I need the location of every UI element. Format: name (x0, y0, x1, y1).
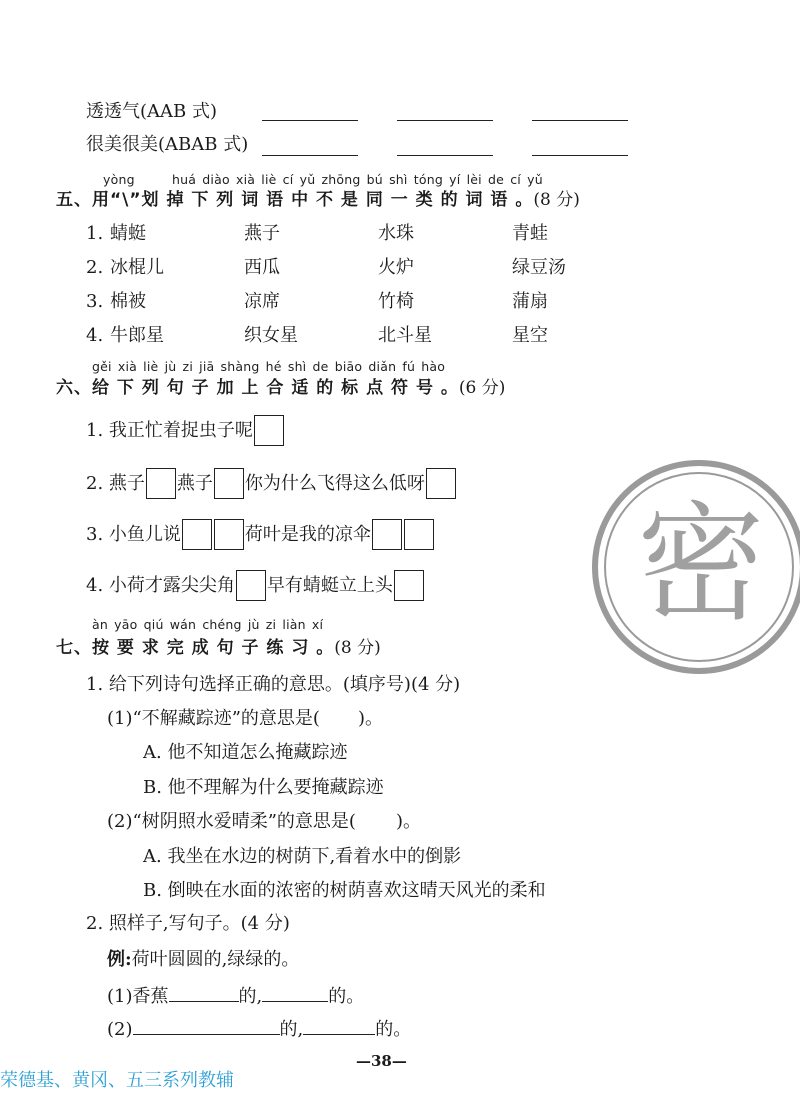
line-text: 的。 (328, 986, 365, 1007)
answer-blank[interactable] (262, 120, 358, 121)
option-a: A. 他不知道怎么掩藏踪迹 (143, 742, 348, 763)
sentence-text: 荷叶是我的凉伞 (244, 524, 371, 545)
section-number: 五、 (56, 190, 92, 210)
section-points: (8 分) (334, 638, 381, 658)
stem-text: )。 (357, 708, 383, 729)
punctuation-box[interactable] (404, 519, 434, 550)
section6-heading (56, 377, 505, 399)
fill-blank[interactable] (133, 1016, 280, 1035)
sentence-text: 小荷才露尖尖角 (108, 575, 235, 596)
punctuation-box[interactable] (214, 519, 244, 550)
fill-sentence-1 (107, 983, 364, 1008)
example-text: 荷叶圆圆的,绿绿的。 (131, 949, 300, 970)
row-number: 2. (86, 257, 104, 278)
fill-blank[interactable] (169, 983, 239, 1002)
question-1: 1. 给下列诗句选择正确的意思。(填序号)(4 分) (86, 674, 461, 695)
fill-blank[interactable] (303, 1016, 375, 1035)
item-number: 3. (86, 524, 104, 545)
sentence-text: 小鱼儿说 (108, 524, 181, 545)
word-option[interactable]: 西瓜 (244, 257, 280, 278)
section-points: (8 分) (533, 190, 580, 210)
punctuation-box[interactable] (146, 468, 176, 499)
question-1-2-stem (107, 811, 421, 833)
word-option[interactable]: 牛郎星 (110, 325, 164, 346)
line-text: (1)香蕉 (107, 986, 169, 1007)
question-2: 2. 照样子,写句子。(4 分) (86, 913, 290, 934)
answer-blank[interactable] (397, 120, 493, 121)
section5-heading (56, 189, 580, 211)
sentence-text: 燕子 (108, 473, 145, 494)
row-number: 1. (86, 223, 104, 244)
answer-blank[interactable] (397, 155, 493, 156)
section5-pinyin: huá diào xià liè cí yǔ zhōng bú shì tóng yí lèi de cí yǔ (172, 172, 543, 187)
answer-blank[interactable] (532, 120, 628, 121)
example (107, 949, 299, 971)
section-title: 用“\”划 掉 下 列 词 语 中 不 是 同 一 类 的 词 语 。 (92, 190, 534, 210)
answer-blank[interactable] (532, 155, 628, 156)
word-option[interactable]: 冰棍儿 (110, 257, 164, 278)
exercise-abab-label: 很美很美(ABAB 式) (86, 134, 249, 155)
section5-pinyin-yong: yòng (103, 172, 135, 187)
punctuation-sentence-2 (86, 467, 457, 500)
word-option[interactable]: 凉席 (244, 291, 280, 312)
punctuation-box[interactable] (214, 468, 244, 499)
option-a: A. 我坐在水边的树荫下,看着水中的倒影 (143, 846, 462, 867)
stamp-char: 密 (636, 490, 766, 639)
line-text: (2) (107, 1019, 133, 1040)
exercise-aab-label: 透透气(AAB 式) (86, 101, 217, 122)
sentence-text: 燕子 (176, 473, 213, 494)
section-number: 六、 (56, 378, 92, 398)
word-option[interactable]: 火炉 (378, 257, 414, 278)
punctuation-box[interactable] (372, 519, 402, 550)
stem-text: )。 (395, 811, 421, 832)
item-number: 4. (86, 575, 104, 596)
example-label: 例: (107, 949, 132, 970)
punctuation-sentence-3 (86, 518, 435, 551)
section-number: 七、 (56, 638, 92, 658)
fill-blank[interactable] (262, 983, 328, 1002)
row-number: 4. (86, 325, 104, 346)
word-option[interactable]: 蒲扇 (512, 291, 548, 312)
line-text: 的。 (375, 1019, 412, 1040)
section6-pinyin: gěi xià liè jù zi jiā shàng hé shì de biāo diǎn fú hào (92, 359, 446, 374)
secret-stamp-icon (590, 458, 800, 676)
stem-text: (1)“不解藏踪迹”的意思是( (107, 708, 320, 729)
row-number: 3. (86, 291, 104, 312)
section7-heading (56, 637, 381, 659)
word-option[interactable]: 青蛙 (512, 223, 548, 244)
section-title: 按 要 求 完 成 句 子 练 习 。 (92, 638, 335, 658)
section7-pinyin: àn yāo qiú wán chéng jù zi liàn xí (92, 617, 324, 632)
punctuation-box[interactable] (426, 468, 456, 499)
item-number: 1. (86, 420, 104, 441)
line-text: 的, (238, 986, 263, 1007)
punctuation-box[interactable] (236, 570, 266, 601)
punctuation-sentence-1 (86, 414, 285, 447)
section-title: 给 下 列 句 子 加 上 合 适 的 标 点 符 号 。 (92, 378, 459, 398)
sentence-text: 早有蜻蜓立上头 (266, 575, 393, 596)
page-number: —38— (356, 1052, 407, 1070)
word-option[interactable]: 燕子 (244, 223, 280, 244)
punctuation-box[interactable] (394, 570, 424, 601)
option-b: B. 倒映在水面的浓密的树荫喜欢这晴天风光的柔和 (143, 880, 546, 901)
question-1-1-stem (107, 708, 383, 730)
word-option[interactable]: 绿豆汤 (512, 257, 566, 278)
word-option[interactable]: 蜻蜓 (110, 223, 146, 244)
punctuation-box[interactable] (254, 415, 284, 446)
word-option[interactable]: 星空 (512, 325, 548, 346)
answer-blank[interactable] (262, 155, 358, 156)
section-points: (6 分) (458, 378, 506, 398)
option-b: B. 他不理解为什么要掩藏踪迹 (143, 777, 384, 798)
stem-text: (2)“树阴照水爱晴柔”的意思是( (107, 811, 356, 832)
sentence-text: 你为什么飞得这么低呀 (244, 473, 425, 494)
fill-sentence-2 (107, 1016, 411, 1041)
line-text: 的, (279, 1019, 304, 1040)
word-option[interactable]: 织女星 (244, 325, 298, 346)
word-option[interactable]: 北斗星 (378, 325, 432, 346)
word-option[interactable]: 水珠 (378, 223, 414, 244)
word-option[interactable]: 竹椅 (378, 291, 414, 312)
word-option[interactable]: 棉被 (110, 291, 146, 312)
punctuation-box[interactable] (182, 519, 212, 550)
brand-footer: 荣德基、黄冈、五三系列教辅 (0, 1070, 234, 1091)
punctuation-sentence-4 (86, 569, 425, 602)
item-number: 2. (86, 473, 104, 494)
sentence-text: 我正忙着捉虫子呢 (108, 420, 253, 441)
